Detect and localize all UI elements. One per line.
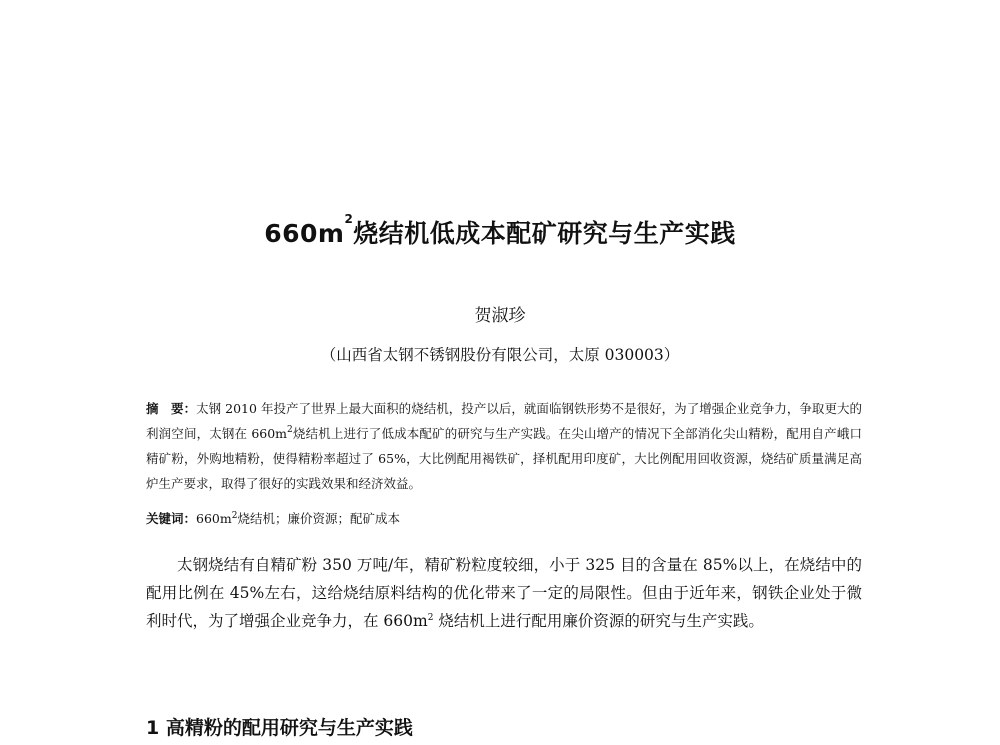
keyword-superscript: 2 [231, 511, 238, 521]
title-superscript: 2 [344, 212, 354, 226]
title-part: 660m [264, 219, 345, 248]
paper-title [0, 214, 1000, 250]
body-text: 烧结机上进行配用廉价资源的研究与生产实践。 [433, 612, 764, 630]
keywords [146, 508, 862, 530]
title-part: 烧结机低成本配矿研究与生产实践 [353, 219, 736, 248]
body-superscript: 2 [427, 613, 434, 623]
abstract [146, 396, 862, 496]
author-name: 贺淑珍 [474, 306, 526, 326]
body-text: 太钢烧结有自精矿粉 350 万吨/年，精矿粉粒度较细，小于 325 目的含量在 85%以上，在烧结中的配用比例在 45%左右，这给烧结原料结构的优化带来了一定的局限性。但由于近年来，钢铁企业处于微利时代，为了增强企业竞争力，在 660m [146, 556, 862, 630]
affiliation: （山西省太钢不锈钢股份有限公司，太原 030003） [320, 346, 680, 364]
keyword-text: 烧结机；廉价资源；配矿成本 [237, 511, 400, 526]
body-paragraph [146, 551, 862, 635]
abstract-text: 烧结机上进行了低成本配矿的研究与生产实践。在尖山增产的情况下全部消化尖山精粉，配用自产峨口精矿粉，外购地精粉，使得精粉率超过了 65%，大比例配用褐铁矿，择机配用印度矿，大比例配用回收资源，烧结矿质量满足高炉生产要求，取得了很好的实践效果和经济效益。 [146, 426, 862, 491]
abstract-text: 太钢 2010 年投产了世界上最大面积的烧结机，投产以后，就面临钢铁形势不是很好，为了增强企业竞争力，争取更大的利润空间，太钢在 660m [146, 401, 862, 441]
abstract-label: 摘 要： [146, 401, 197, 416]
keyword-text: 660m [196, 511, 232, 526]
keywords-label: 关键词： [146, 511, 197, 526]
abstract-superscript: 2 [287, 425, 293, 435]
section-heading: 1 高精粉的配用研究与生产实践 [146, 717, 413, 739]
